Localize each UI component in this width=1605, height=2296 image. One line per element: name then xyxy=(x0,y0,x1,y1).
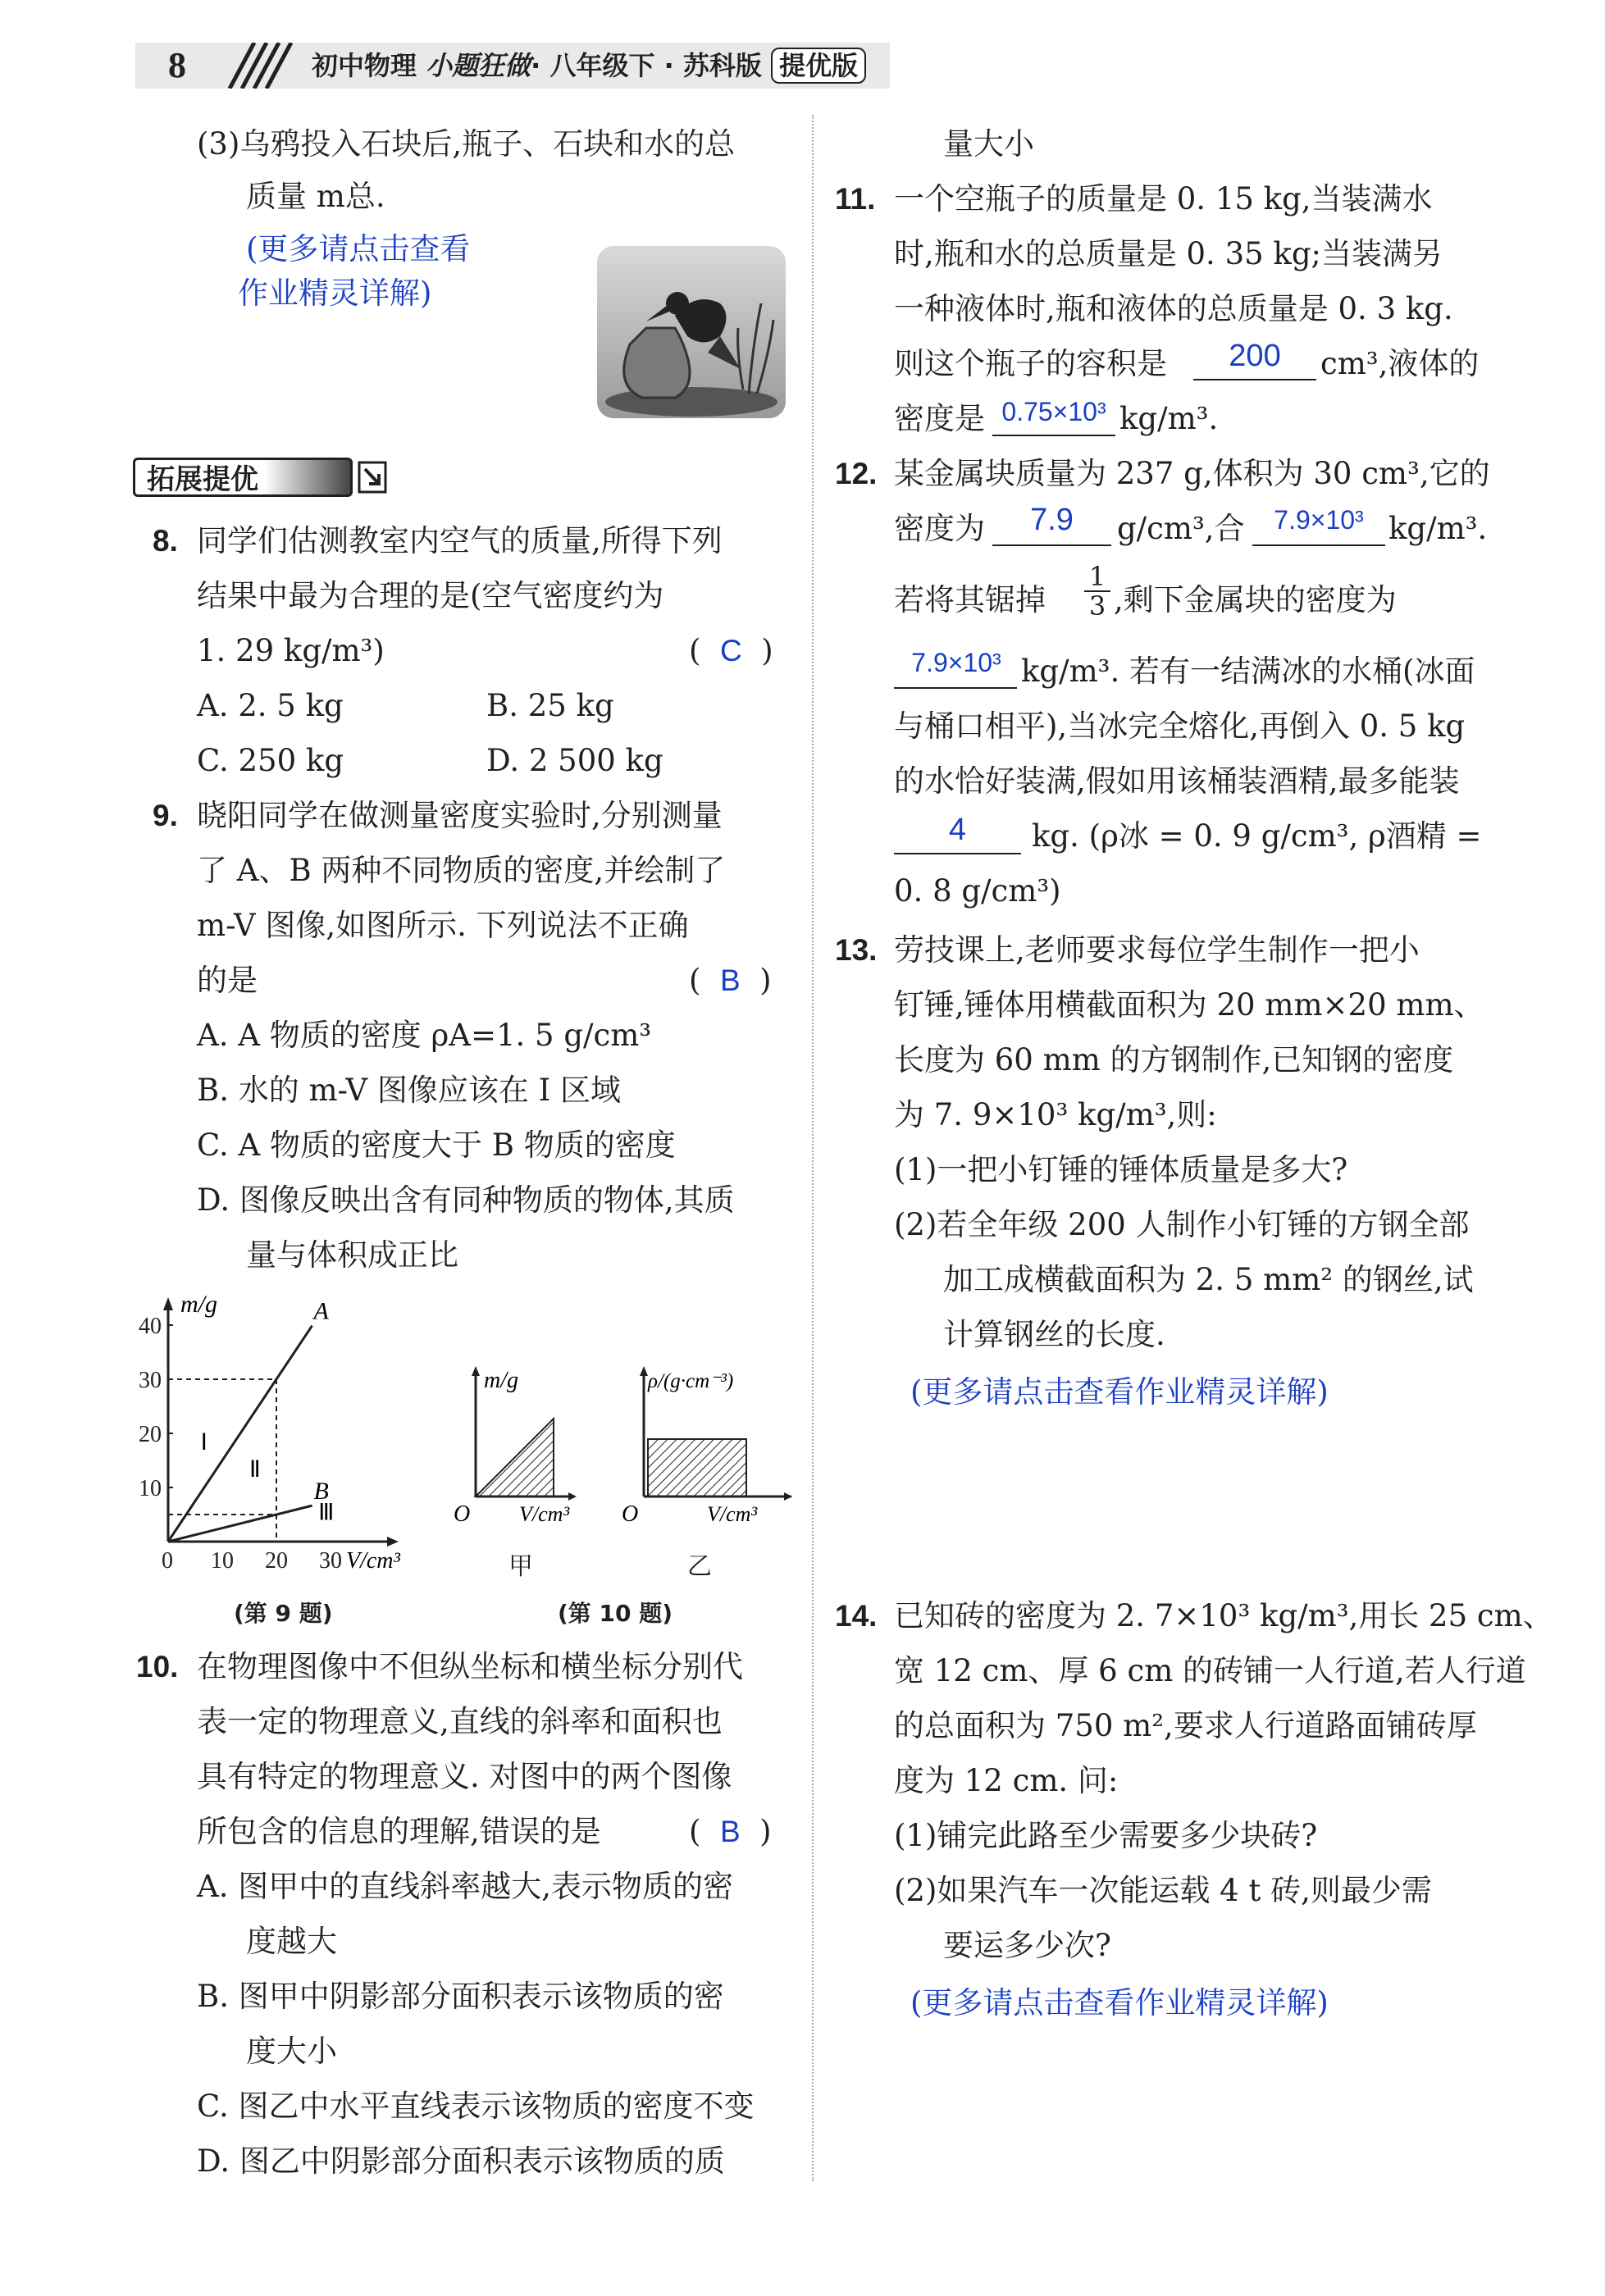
q12-answer1: 7.9 xyxy=(1030,503,1074,537)
jia-shaded-area xyxy=(476,1419,554,1496)
q10-number: 10. xyxy=(136,1650,179,1683)
series-label-B: B xyxy=(313,1478,329,1506)
region-label: Ⅰ xyxy=(200,1429,207,1456)
q11-line4b: cm³,液体的 xyxy=(1320,346,1480,381)
q10-option-a-line1: A. 图甲中的直线斜率越大,表示物质的密 xyxy=(197,1869,734,1904)
q10-answer: B xyxy=(719,1815,741,1848)
q12-blank2-line xyxy=(1252,544,1385,546)
region-label: Ⅱ xyxy=(249,1456,261,1483)
q14-line2: 宽 12 cm、厚 6 cm 的砖铺一人行道,若人行道 xyxy=(894,1653,1526,1688)
q9-line2: 了 A、B 两种不同物质的密度,并绘制了 xyxy=(197,853,726,888)
q11-number: 11. xyxy=(835,182,876,216)
q7-more-link-1[interactable]: (更多请点击查看 xyxy=(246,231,471,266)
column-divider xyxy=(812,115,814,2181)
fig9-xlabel: V/cm³ xyxy=(346,1548,400,1574)
page-number: 8 xyxy=(168,45,186,85)
yi-ylabel: ρ/(g·cm⁻³) xyxy=(648,1370,734,1392)
q10-answer-paren: ( B ) xyxy=(689,1814,772,1849)
q12-number: 12. xyxy=(835,457,878,490)
edition-badge: 提优版 xyxy=(771,48,866,84)
header-stripes xyxy=(221,43,299,89)
q11-answer1: 200 xyxy=(1229,339,1281,373)
q12-blank4-line xyxy=(894,853,1021,854)
q9-line3: m-V 图像,如图所示. 下列说法不正确 xyxy=(197,908,689,943)
y-axis-arrow xyxy=(163,1297,173,1310)
q10-line4: 所包含的信息的理解,错误的是 xyxy=(197,1814,601,1849)
x-tick-label: 20 xyxy=(265,1548,288,1574)
fig10-yi-chart xyxy=(615,1361,796,1525)
region-label: Ⅲ xyxy=(318,1500,335,1526)
q10-line2: 表一定的物理意义,直线的斜率和面积也 xyxy=(197,1704,723,1739)
q11-blank2-line xyxy=(992,435,1115,436)
jia-xlabel: V/cm³ xyxy=(519,1502,570,1525)
q12-blank1-line xyxy=(992,544,1111,546)
q8-option-b: B. 25 kg xyxy=(486,688,614,723)
q14-part2-line1: (2)如果汽车一次能运载 4 t 砖,则最少需 xyxy=(894,1873,1432,1908)
q14-part1: (1)铺完此路至少需要多少块砖? xyxy=(894,1818,1318,1853)
q13-more-link[interactable]: (更多请点击查看作业精灵详解) xyxy=(910,1374,1329,1410)
q14-line3: 的总面积为 750 m²,要求人行道路面铺砖厚 xyxy=(894,1708,1477,1743)
q14-line1: 已知砖的密度为 2. 7×10³ kg/m³,用长 25 cm、 xyxy=(894,1598,1553,1633)
q13-line4: 为 7. 9×10³ kg/m³,则: xyxy=(894,1097,1217,1132)
q8-option-c: C. 250 kg xyxy=(197,743,344,778)
q7-part3-line1: (3)乌鸦投入石块后,瓶子、石块和水的总 xyxy=(197,126,736,162)
q12-line5: 与桶口相平),当冰完全熔化,再倒入 0. 5 kg xyxy=(894,708,1466,744)
q12-line8: 0. 8 g/cm³) xyxy=(894,873,1061,909)
q8-line1: 同学们估测教室内空气的质量,所得下列 xyxy=(197,523,723,558)
q8-line2: 结果中最为合理的是(空气密度约为 xyxy=(197,578,664,613)
q10-option-d-line2: 量大小 xyxy=(943,126,1034,162)
q12-line3a: 若将其锯掉 xyxy=(894,582,1046,617)
yi-shaded-area xyxy=(648,1439,746,1496)
x-axis-arrow xyxy=(387,1537,399,1547)
q12-line3b: ,剩下金属块的密度为 xyxy=(1114,582,1397,617)
fig9-mv-chart xyxy=(131,1287,443,1591)
q8-number: 8. xyxy=(153,524,178,558)
q10-option-c: C. 图乙中水平直线表示该物质的密度不变 xyxy=(197,2089,755,2124)
fig10-caption: (第 10 题) xyxy=(558,1600,673,1627)
q13-part2-line2: 加工成横截面积为 2. 5 mm² 的钢丝,试 xyxy=(943,1262,1474,1297)
q8-answer-paren: ( C ) xyxy=(689,633,773,668)
series-line-A xyxy=(168,1326,312,1542)
q13-part1: (1)一把小钉锤的锤体质量是多大? xyxy=(894,1152,1348,1187)
q13-number: 13. xyxy=(835,933,878,967)
q14-line4: 度为 12 cm. 问: xyxy=(894,1763,1119,1798)
fig9-caption: (第 9 题) xyxy=(234,1600,333,1627)
brand-logo: 小题狂做 xyxy=(426,50,531,81)
q10-option-b-line2: 度大小 xyxy=(246,2034,337,2069)
q9-option-c: C. A 物质的密度大于 B 物质的密度 xyxy=(197,1128,676,1163)
yi-origin: O xyxy=(622,1501,639,1525)
q8-answer: C xyxy=(719,634,742,667)
q12-line2c: kg/m³. xyxy=(1388,511,1488,546)
q10-option-b-line1: B. 图甲中阴影部分面积表示该物质的密 xyxy=(197,1979,724,2014)
fig10-yi-label: 乙 xyxy=(687,1552,712,1581)
q12-fraction: $\frac{1}{3}$ xyxy=(1084,563,1110,620)
q9-line1: 晓阳同学在做测量密度实验时,分别测量 xyxy=(197,798,723,833)
q11-line2: 时,瓶和水的总质量是 0. 35 kg;当装满另 xyxy=(894,236,1443,271)
q11-answer2: 0.75×10³ xyxy=(1001,397,1106,426)
q7-more-link-2[interactable]: 作业精灵详解) xyxy=(238,276,432,311)
q12-line1: 某金属块质量为 237 g,体积为 30 cm³,它的 xyxy=(894,456,1490,491)
fig10-jia-chart xyxy=(447,1361,578,1525)
arrow-down-right-icon xyxy=(358,461,387,494)
q12-answer2: 7.9×10³ xyxy=(1274,505,1364,535)
fig9-ylabel: m/g xyxy=(180,1291,217,1318)
q11-line4a: 则这个瓶子的容积是 xyxy=(894,346,1167,381)
q13-part2-line1: (2)若全年级 200 人制作小钉锤的方钢全部 xyxy=(894,1207,1470,1242)
y-tick-label: 30 xyxy=(139,1368,162,1393)
q11-line5a: 密度是 xyxy=(894,401,985,436)
q12-answer3: 7.9×10³ xyxy=(911,648,1001,677)
q14-part2-line2: 要运多少次? xyxy=(943,1928,1111,1963)
q13-line2: 钉锤,锤体用横截面积为 20 mm×20 mm、 xyxy=(894,987,1484,1023)
q9-line4: 的是 xyxy=(197,963,258,998)
yi-xlabel: V/cm³ xyxy=(707,1502,758,1525)
q13-line3: 长度为 60 mm 的方钢制作,已知钢的密度 xyxy=(894,1042,1454,1077)
y-tick-label: 10 xyxy=(139,1476,162,1501)
q8-option-a: A. 2. 5 kg xyxy=(197,688,344,723)
q11-line1: 一个空瓶子的质量是 0. 15 kg,当装满水 xyxy=(894,181,1433,216)
q12-line7: kg. (ρ冰 = 0. 9 g/cm³, ρ酒精 = xyxy=(1032,818,1482,854)
q10-line1: 在物理图像中不但纵坐标和横坐标分别代 xyxy=(197,1649,743,1684)
q8-option-d: D. 2 500 kg xyxy=(486,743,663,778)
q11-line3: 一种液体时,瓶和液体的总质量是 0. 3 kg. xyxy=(894,291,1453,326)
jia-origin: O xyxy=(454,1501,471,1525)
q14-number: 14. xyxy=(835,1599,878,1633)
jia-ylabel: m/g xyxy=(484,1368,518,1393)
y-tick-label: 40 xyxy=(139,1314,162,1339)
q13-line1: 劳技课上,老师要求每位学生制作一把小 xyxy=(894,932,1420,968)
x-tick-label: 10 xyxy=(211,1548,234,1574)
q12-line2a: 密度为 xyxy=(894,511,985,546)
q10-option-a-line2: 度越大 xyxy=(246,1924,337,1959)
q9-option-d-line2: 量与体积成正比 xyxy=(246,1237,458,1273)
x-tick-label: 30 xyxy=(319,1548,342,1574)
q9-option-a: A. A 物质的密度 ρA=1. 5 g/cm³ xyxy=(197,1018,652,1053)
series-label-A: A xyxy=(313,1297,329,1325)
q11-blank1-line xyxy=(1193,379,1316,380)
fig10-jia-label: 甲 xyxy=(508,1552,533,1581)
q9-number: 9. xyxy=(153,799,178,832)
q9-answer: B xyxy=(719,963,741,997)
q12-blank3-line xyxy=(894,687,1017,689)
q12-answer4: 4 xyxy=(948,813,967,847)
q10-line3: 具有特定的物理意义. 对图中的两个图像 xyxy=(197,1759,732,1794)
x-tick-label: 0 xyxy=(162,1548,173,1574)
q11-line5b: kg/m³. xyxy=(1119,401,1219,436)
book-series: 初中物理 小题狂做· 八年级下 · 苏科版 提优版 xyxy=(312,43,866,89)
section-title: 拓展提优 xyxy=(133,458,353,497)
q9-option-b: B. 水的 m-V 图像应该在 Ⅰ 区域 xyxy=(197,1073,621,1108)
q12-line6: 的水恰好装满,假如用该桶装酒精,最多能装 xyxy=(894,763,1460,799)
q14-more-link[interactable]: (更多请点击查看作业精灵详解) xyxy=(910,1985,1329,2020)
q13-part2-line3: 计算钢丝的长度. xyxy=(943,1317,1165,1352)
q8-line3: 1. 29 kg/m³) xyxy=(197,633,385,668)
q9-option-d-line1: D. 图像反映出含有同种物质的物体,其质 xyxy=(197,1182,735,1218)
q12-line4: kg/m³. 若有一结满冰的水桶(冰面 xyxy=(1021,654,1475,689)
q9-answer-paren: ( B ) xyxy=(689,963,772,998)
y-tick-label: 20 xyxy=(139,1422,162,1447)
crow-pitcher-image xyxy=(597,246,786,418)
q10-option-d-line1: D. 图乙中阴影部分面积表示该物质的质 xyxy=(197,2143,725,2179)
q12-line2b: g/cm³,合 xyxy=(1117,511,1245,546)
q7-part3-line2: 质量 m总. xyxy=(246,179,385,214)
